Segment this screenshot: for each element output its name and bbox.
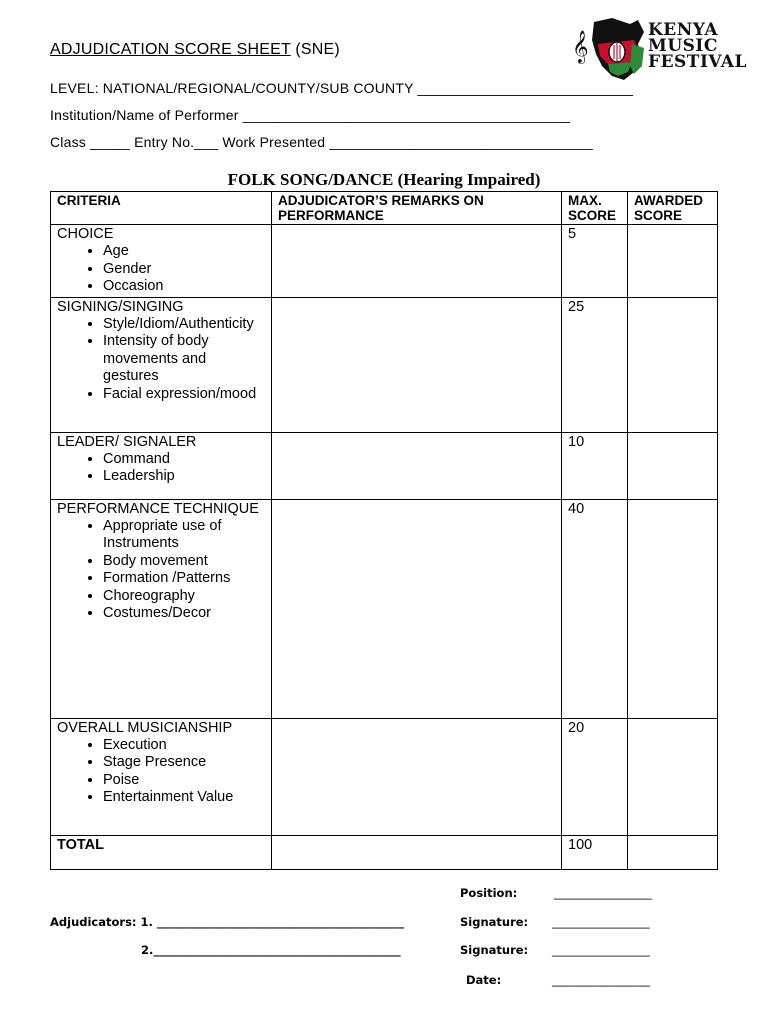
total-awarded-cell[interactable] (628, 835, 718, 869)
logo-line-kenya: KENYA (648, 20, 719, 40)
level-line: LEVEL: NATIONAL/REGIONAL/COUNTY/SUB COUNTY ___________________________ (50, 80, 634, 96)
list-item: • Age (103, 243, 265, 261)
logo-text (648, 22, 747, 70)
total-row (51, 835, 718, 869)
signature-1-field[interactable]: _________________ (552, 915, 650, 929)
date-label: Date: (466, 973, 502, 987)
section-title: FOLK SONG/DANCE (Hearing Impaired) (227, 170, 541, 189)
criteria-list (57, 243, 265, 296)
criteria-cell (51, 432, 272, 499)
adjudicator-2-field[interactable]: 2.___________________________________________ (141, 943, 401, 957)
remarks-cell[interactable] (272, 718, 562, 835)
list-item: • Stage Presence (103, 754, 265, 772)
awarded-score-cell[interactable] (628, 718, 718, 835)
list-item: • Command (103, 451, 265, 469)
remarks-cell[interactable] (272, 225, 562, 298)
date-field[interactable]: _________________ (552, 973, 650, 987)
list-item: • Gender (103, 261, 265, 279)
list-item: • Costumes/Decor (103, 605, 265, 623)
criteria-list (57, 316, 265, 404)
list-item: • Occasion (103, 278, 265, 296)
kenya-map-emblem-icon (572, 14, 652, 84)
criteria-heading: PERFORMANCE TECHNIQUE (57, 500, 259, 517)
list-item: • Facial expression/mood (103, 386, 265, 404)
awarded-score-cell[interactable] (628, 297, 718, 432)
total-label: TOTAL (51, 835, 272, 869)
criteria-list (57, 518, 265, 623)
list-item: • Choreography (103, 588, 265, 606)
list-item: • Poise (103, 772, 265, 790)
signature-2-field[interactable]: _________________ (552, 943, 650, 957)
awarded-score-cell[interactable] (628, 432, 718, 499)
sheet-title-suffix: (SNE) (290, 41, 340, 58)
total-max-score: 100 (562, 835, 628, 869)
max-score-cell: 10 (562, 432, 628, 499)
class-line: Class _____ Entry No.___ Work Presented _________________________________ (50, 134, 593, 150)
criteria-cell (51, 499, 272, 718)
signature-2-label: Signature: (460, 943, 529, 957)
remarks-header: ADJUDICATOR’S REMARKS ON PERFORMANCE (272, 192, 562, 225)
criteria-header: CRITERIA (51, 192, 272, 225)
position-label: Position: (460, 886, 518, 900)
max-score-cell: 25 (562, 297, 628, 432)
table-row (51, 225, 718, 298)
total-remarks-cell[interactable] (272, 835, 562, 869)
list-item: • Execution (103, 737, 265, 755)
logo-line-music: MUSIC (648, 36, 718, 56)
max-score-cell: 40 (562, 499, 628, 718)
signature-1-label: Signature: (460, 915, 529, 929)
table-row (51, 432, 718, 499)
institution-line: Institution/Name of Performer _________________________________________ (50, 107, 571, 123)
list-item: • Body movement (103, 553, 265, 571)
criteria-heading: OVERALL MUSICIANSHIP (57, 719, 233, 736)
list-item: • Formation /Patterns (103, 570, 265, 588)
table-header-row (51, 192, 718, 225)
table-row (51, 718, 718, 835)
awarded-score-cell[interactable] (628, 225, 718, 298)
criteria-cell (51, 718, 272, 835)
svg-text:𝄞: 𝄞 (572, 30, 589, 63)
logo-line-festival: FESTIVAL (648, 52, 747, 72)
remarks-cell[interactable] (272, 499, 562, 718)
list-item: • Intensity of body movements and gestures (103, 333, 265, 386)
remarks-cell[interactable] (272, 297, 562, 432)
max-score-header: MAX. SCORE (562, 192, 628, 225)
criteria-cell (51, 225, 272, 298)
list-item: • Appropriate use of Instruments (103, 518, 265, 553)
position-field[interactable]: _________________ (554, 886, 652, 900)
table-row (51, 499, 718, 718)
criteria-heading: CHOICE (57, 226, 114, 242)
sheet-title (50, 41, 340, 59)
adjudicator-1-field[interactable]: Adjudicators: 1. ___________________________________________ (50, 915, 405, 929)
list-item: • Entertainment Value (103, 789, 265, 807)
criteria-cell (51, 297, 272, 432)
remarks-cell[interactable] (272, 432, 562, 499)
kenya-music-festival-logo (572, 14, 752, 84)
criteria-heading: LEADER/ SIGNALER (57, 433, 197, 450)
max-score-cell: 20 (562, 718, 628, 835)
table-row (51, 297, 718, 432)
criteria-heading: SIGNING/SINGING (57, 298, 184, 315)
list-item: • Leadership (103, 468, 265, 486)
sheet-title-main: ADJUDICATION SCORE SHEET (50, 41, 291, 58)
criteria-list (57, 737, 265, 807)
max-score-cell: 5 (562, 225, 628, 298)
footer-divider (50, 869, 717, 870)
score-table (50, 191, 718, 870)
list-item: • Style/Idiom/Authenticity (103, 316, 265, 334)
awarded-score-header: AWARDED SCORE (628, 192, 718, 225)
criteria-list (57, 451, 265, 486)
awarded-score-cell[interactable] (628, 499, 718, 718)
